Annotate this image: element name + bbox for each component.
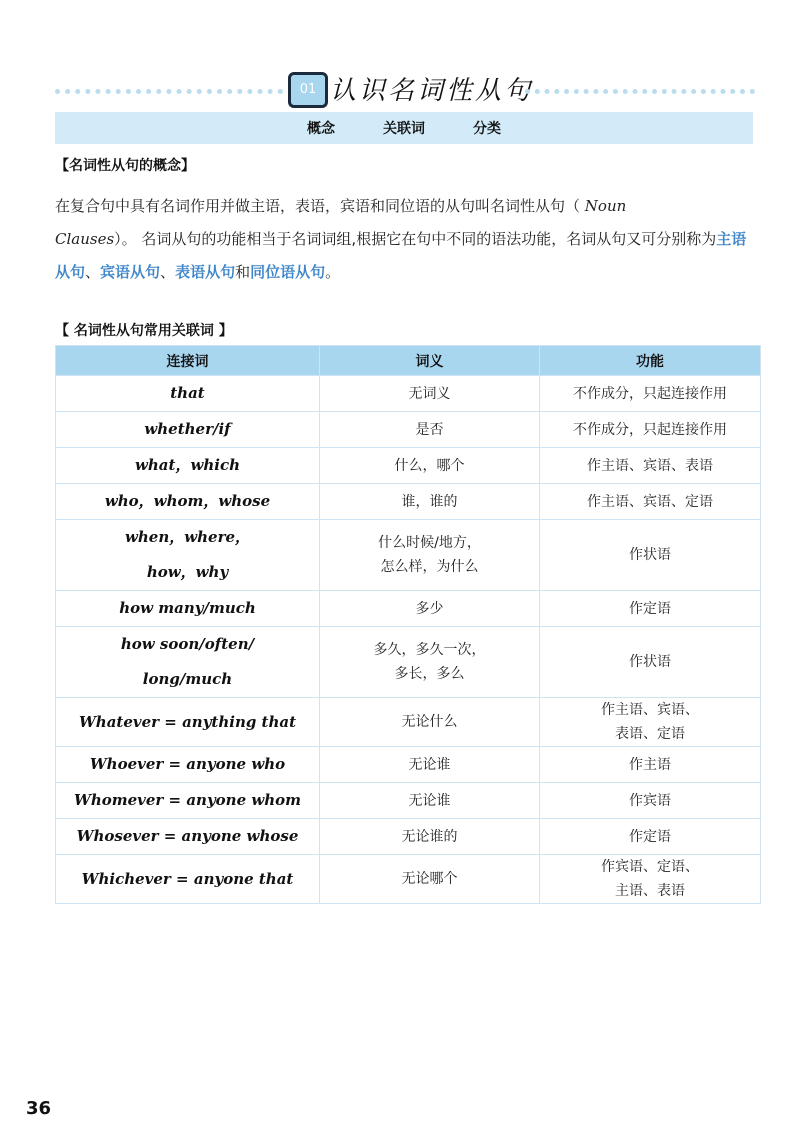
table-row bbox=[56, 698, 761, 747]
meaning-cell bbox=[320, 484, 540, 520]
connective-cell-line: Whatever = anything that bbox=[78, 712, 297, 731]
meaning-cell bbox=[320, 412, 540, 448]
term-subject-clause: 主语从句 bbox=[55, 230, 747, 281]
term-appositive-clause: 同位语从句 bbox=[250, 263, 326, 281]
function-cell-line: 不作成分，只起连接作用 bbox=[573, 385, 727, 402]
function-cell-line: 作宾语 bbox=[629, 792, 671, 809]
function-cell-line: 作主语、宾语、定语 bbox=[587, 493, 713, 510]
connectives-table bbox=[55, 345, 761, 904]
connective-cell-line: Whichever = anyone that bbox=[81, 869, 294, 888]
meaning-cell-line: 什么时候/地方， bbox=[378, 535, 481, 551]
meaning-cell bbox=[320, 591, 540, 627]
connective-cell bbox=[56, 627, 320, 698]
table-row bbox=[56, 855, 761, 904]
dotted-divider-left bbox=[55, 89, 283, 94]
connective-cell-line: Whosever = anyone whose bbox=[76, 827, 299, 845]
column-header-connective: 连接词 bbox=[56, 346, 320, 376]
table-row bbox=[56, 376, 761, 412]
concept-paragraph bbox=[55, 190, 755, 289]
meaning-cell-line: 多长，多么 bbox=[394, 666, 465, 682]
meaning-cell-line: 谁，谁的 bbox=[401, 493, 458, 510]
function-cell bbox=[540, 627, 761, 698]
connectives-heading: 【 名词性从句常用关联词 】 bbox=[55, 323, 233, 339]
meaning-cell-line: 无论什么 bbox=[401, 714, 458, 730]
function-cell-line: 不作成分，只起连接作用 bbox=[573, 421, 727, 438]
dotted-divider-right bbox=[525, 89, 755, 94]
table-row bbox=[56, 783, 761, 819]
meaning-cell bbox=[320, 819, 540, 855]
connective-cell-line: how many/much bbox=[119, 599, 256, 617]
connective-cell-line: when，where， bbox=[124, 528, 251, 546]
function-cell-line: 主语、表语 bbox=[615, 883, 685, 899]
meaning-cell-line: 无论谁的 bbox=[401, 828, 458, 845]
topic-connectives: 关联词 bbox=[383, 121, 425, 137]
connective-cell-line: how，why bbox=[146, 563, 229, 581]
page-number: 36 bbox=[26, 1098, 52, 1119]
meaning-cell-line: 多久，多久一次， bbox=[373, 642, 486, 658]
meaning-cell bbox=[320, 747, 540, 783]
function-cell bbox=[540, 747, 761, 783]
meaning-cell-line: 多少 bbox=[415, 600, 444, 617]
section-title-row bbox=[55, 64, 755, 112]
connective-cell bbox=[56, 819, 320, 855]
connective-cell bbox=[56, 855, 320, 904]
topic-categories: 分类 bbox=[473, 121, 501, 137]
function-cell-line: 表语、定语 bbox=[615, 726, 685, 742]
connective-cell-line: whether/if bbox=[144, 420, 231, 438]
function-cell bbox=[540, 783, 761, 819]
function-cell bbox=[540, 591, 761, 627]
table-row bbox=[56, 627, 761, 698]
topic-bar bbox=[55, 112, 753, 144]
function-cell bbox=[540, 484, 761, 520]
term-conjunction: 和 bbox=[235, 263, 251, 281]
meaning-cell bbox=[320, 448, 540, 484]
meaning-cell-line: 怎么样，为什么 bbox=[380, 559, 479, 575]
connective-cell bbox=[56, 698, 320, 747]
meaning-cell-line: 是否 bbox=[415, 421, 444, 438]
table-row bbox=[56, 484, 761, 520]
meaning-cell bbox=[320, 783, 540, 819]
meaning-cell bbox=[320, 376, 540, 412]
table-row bbox=[56, 591, 761, 627]
function-cell bbox=[540, 855, 761, 904]
column-header-function: 功能 bbox=[540, 346, 761, 376]
column-header-meaning: 词义 bbox=[320, 346, 540, 376]
concept-text-2: ）。 名词从句的功能相当于名词词组,根据它在句中不同的语法功能，名词从句又可分别称为 bbox=[114, 230, 717, 248]
function-cell-line: 作主语、宾语、表语 bbox=[587, 457, 713, 474]
term-predicative-clause: 表语从句 bbox=[175, 263, 236, 281]
function-cell-line: 作主语、宾语、 bbox=[601, 702, 699, 718]
connective-cell-line: Whoever = anyone who bbox=[89, 755, 286, 773]
table-row bbox=[56, 520, 761, 591]
table-row bbox=[56, 747, 761, 783]
meaning-cell-line: 无词义 bbox=[408, 385, 451, 402]
function-cell-line: 作定语 bbox=[629, 828, 671, 845]
table-row bbox=[56, 412, 761, 448]
meaning-cell-line: 无论谁 bbox=[408, 756, 451, 773]
term-separator: 、 bbox=[85, 263, 101, 281]
meaning-cell bbox=[320, 698, 540, 747]
connective-cell-line: who，whom，whose bbox=[104, 492, 271, 510]
connective-cell bbox=[56, 484, 320, 520]
function-cell bbox=[540, 520, 761, 591]
function-cell-line: 作主语 bbox=[629, 756, 671, 773]
table-header-row bbox=[56, 346, 761, 376]
latin-term-clauses: Clauses bbox=[55, 230, 115, 248]
function-cell-line: 作状语 bbox=[629, 547, 671, 563]
concept-heading: 【名词性从句的概念】 bbox=[55, 158, 195, 174]
function-cell bbox=[540, 698, 761, 747]
function-cell bbox=[540, 412, 761, 448]
function-cell bbox=[540, 819, 761, 855]
connective-cell-line: how soon/often/ bbox=[120, 635, 255, 653]
function-cell-line: 作状语 bbox=[629, 654, 671, 670]
connective-cell-line: long/much bbox=[142, 670, 233, 688]
topic-concept: 概念 bbox=[307, 121, 335, 137]
connective-cell bbox=[56, 783, 320, 819]
table-row bbox=[56, 448, 761, 484]
function-cell bbox=[540, 376, 761, 412]
connective-cell bbox=[56, 448, 320, 484]
connective-cell bbox=[56, 376, 320, 412]
meaning-cell-line: 无论谁 bbox=[408, 792, 451, 809]
connective-cell bbox=[56, 412, 320, 448]
connective-cell bbox=[56, 591, 320, 627]
meaning-cell-line: 无论哪个 bbox=[401, 871, 458, 887]
function-cell-line: 作宾语、定语、 bbox=[601, 859, 699, 875]
concept-text-1: 在复合句中具有名词作用并做主语，表语，宾语和同位语的从句叫名词性从句（ bbox=[55, 197, 581, 215]
connective-cell bbox=[56, 747, 320, 783]
table-row bbox=[56, 819, 761, 855]
latin-term-noun: Noun bbox=[584, 197, 627, 215]
section-title: 认识名词性从句 bbox=[330, 76, 534, 106]
concept-text-end: 。 bbox=[325, 263, 341, 281]
function-cell bbox=[540, 448, 761, 484]
function-cell-line: 作定语 bbox=[629, 600, 671, 617]
connective-cell-line: Whomever = anyone whom bbox=[73, 791, 302, 809]
connective-cell bbox=[56, 520, 320, 591]
connective-cell-line: that bbox=[170, 384, 205, 402]
meaning-cell bbox=[320, 627, 540, 698]
connective-cell-line: what，which bbox=[134, 456, 241, 474]
term-separator: 、 bbox=[160, 263, 176, 281]
meaning-cell bbox=[320, 855, 540, 904]
meaning-cell bbox=[320, 520, 540, 591]
section-number-badge: 01 bbox=[288, 72, 328, 108]
meaning-cell-line: 什么，哪个 bbox=[394, 457, 465, 474]
term-object-clause: 宾语从句 bbox=[100, 263, 161, 281]
